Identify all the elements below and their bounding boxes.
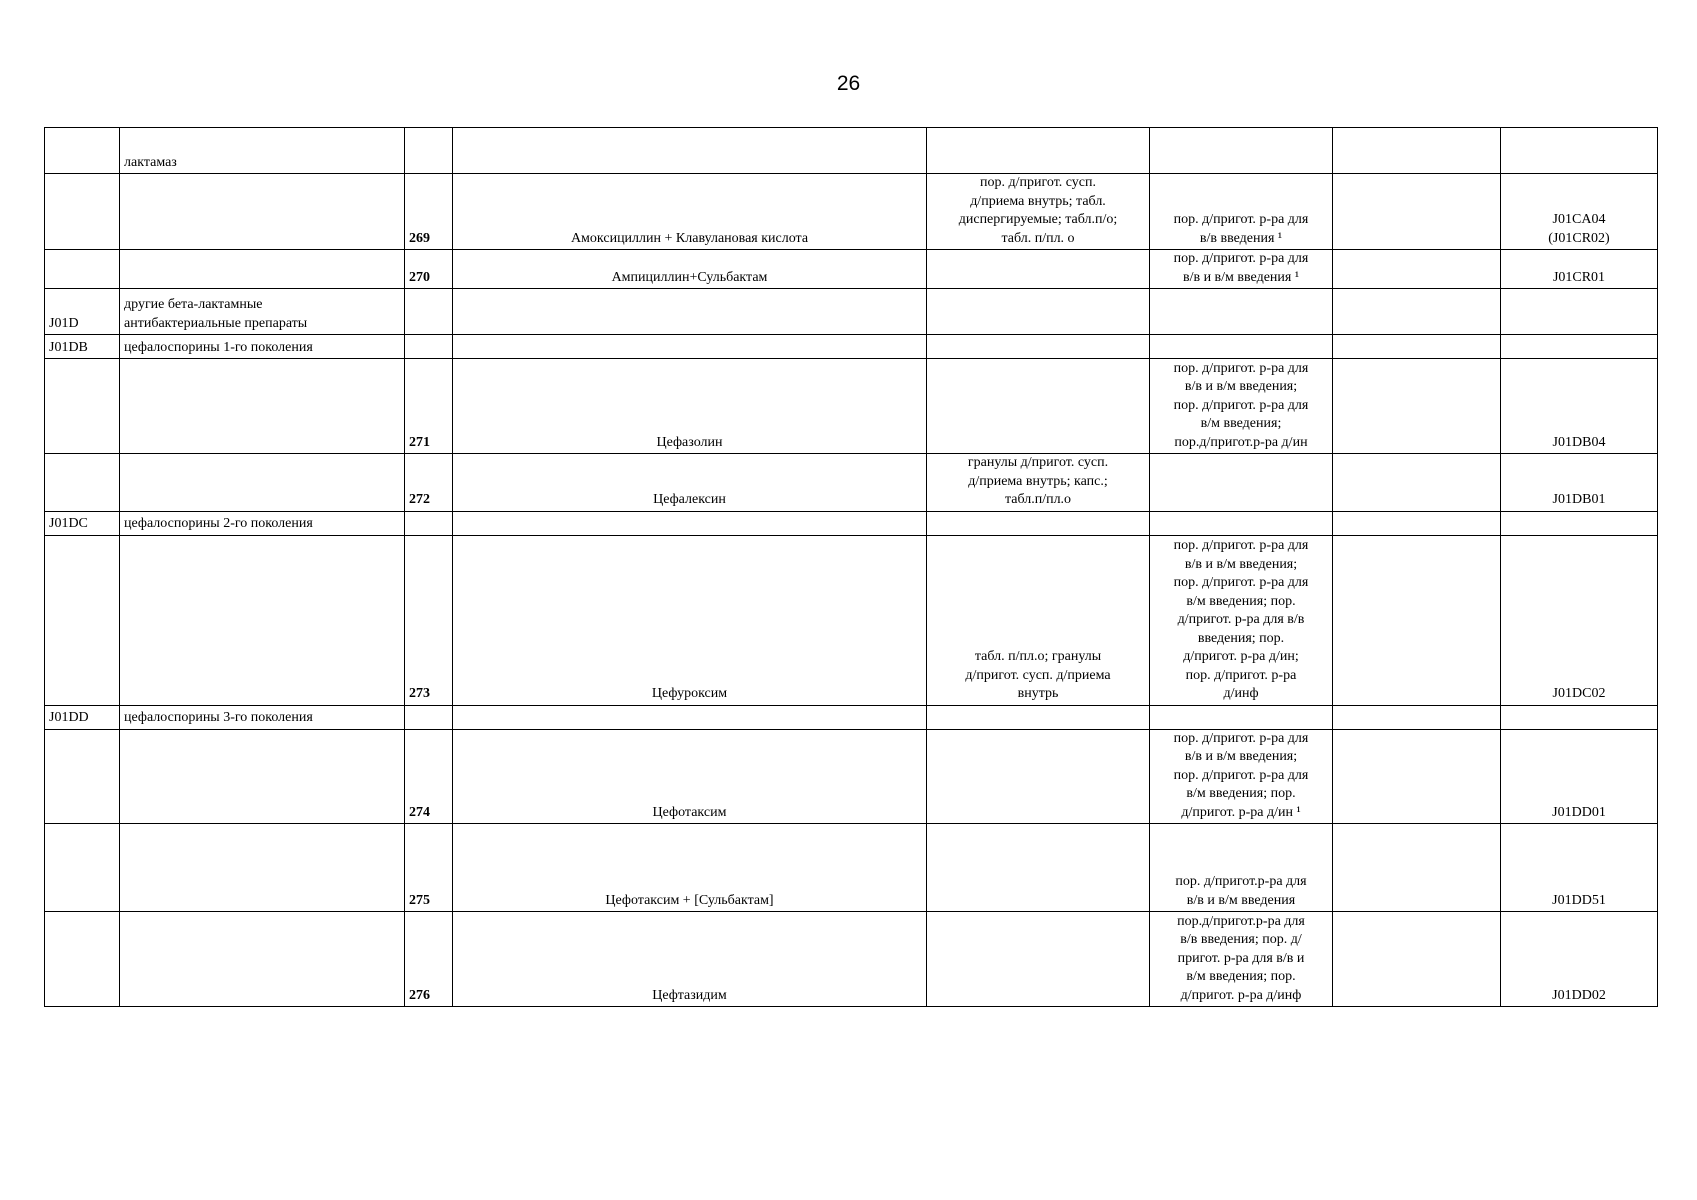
oral-dosage-form (927, 335, 1150, 359)
oral-dosage-form (927, 128, 1150, 174)
extra-column (1333, 174, 1501, 250)
item-number: 276 (405, 912, 453, 1007)
oral-dosage-form: гранулы д/пригот. сусп. д/приема внутрь; капс.; табл.п/пл.о (927, 454, 1150, 512)
drug-name: Ампициллин+Сульбактам (453, 250, 927, 289)
item-number: 270 (405, 250, 453, 289)
item-number: 274 (405, 729, 453, 824)
atc-group-code: J01DC (45, 511, 120, 535)
extra-column (1333, 359, 1501, 454)
atc-group-code: J01DB (45, 335, 120, 359)
drug-name: Цефазолин (453, 359, 927, 454)
drug-name: Цефтазидим (453, 912, 927, 1007)
injection-dosage-form (1150, 705, 1333, 729)
atc-code: J01DB01 (1501, 454, 1658, 512)
oral-dosage-form (927, 250, 1150, 289)
extra-column (1333, 535, 1501, 705)
atc-code: J01DD51 (1501, 824, 1658, 912)
extra-column (1333, 289, 1501, 335)
table-row (45, 128, 1658, 174)
atc-group-name (120, 454, 405, 512)
drug-name (453, 289, 927, 335)
table-row (45, 535, 1658, 705)
atc-group-code (45, 174, 120, 250)
extra-column (1333, 729, 1501, 824)
atc-group-code (45, 824, 120, 912)
oral-dosage-form (927, 511, 1150, 535)
atc-group-code (45, 128, 120, 174)
atc-group-name (120, 912, 405, 1007)
atc-group-name (120, 729, 405, 824)
injection-dosage-form: пор. д/пригот. р-ра для в/в и в/м введения; пор. д/пригот. р-ра для в/м введения; пор. д/пригот. р-ра для в/в введения; пор. д/пригот. р-ра д/ин; пор. д/пригот. р-ра д/инф (1150, 535, 1333, 705)
extra-column (1333, 912, 1501, 1007)
item-number (405, 511, 453, 535)
item-number (405, 335, 453, 359)
drug-name (453, 705, 927, 729)
extra-column (1333, 250, 1501, 289)
drug-name: Цефотаксим (453, 729, 927, 824)
extra-column (1333, 824, 1501, 912)
atc-group-code: J01D (45, 289, 120, 335)
atc-group-name: цефалоспорины 2-го поколения (120, 511, 405, 535)
injection-dosage-form (1150, 289, 1333, 335)
atc-group-name: цефалоспорины 1-го поколения (120, 335, 405, 359)
drug-table (44, 127, 1658, 1007)
oral-dosage-form (927, 705, 1150, 729)
table-row (45, 289, 1658, 335)
atc-code: J01DB04 (1501, 359, 1658, 454)
oral-dosage-form (927, 359, 1150, 454)
extra-column (1333, 705, 1501, 729)
atc-code: J01CR01 (1501, 250, 1658, 289)
item-number: 272 (405, 454, 453, 512)
atc-group-code (45, 729, 120, 824)
injection-dosage-form: пор. д/пригот. р-ра для в/в введения ¹ (1150, 174, 1333, 250)
table-row (45, 511, 1658, 535)
atc-group-code: J01DD (45, 705, 120, 729)
drug-name: Цефуроксим (453, 535, 927, 705)
item-number (405, 705, 453, 729)
drug-name: Цефалексин (453, 454, 927, 512)
extra-column (1333, 454, 1501, 512)
atc-code (1501, 128, 1658, 174)
atc-code (1501, 511, 1658, 535)
injection-dosage-form (1150, 511, 1333, 535)
atc-code: J01DD02 (1501, 912, 1658, 1007)
item-number: 269 (405, 174, 453, 250)
atc-group-name (120, 174, 405, 250)
atc-group-name: другие бета-лактамные антибактериальные препараты (120, 289, 405, 335)
atc-group-code (45, 912, 120, 1007)
injection-dosage-form: пор. д/пригот.р-ра для в/в и в/м введения (1150, 824, 1333, 912)
table-row (45, 729, 1658, 824)
injection-dosage-form: пор. д/пригот. р-ра для в/в и в/м введения; пор. д/пригот. р-ра для в/м введения; пор.д/пригот.р-ра д/ин (1150, 359, 1333, 454)
item-number: 273 (405, 535, 453, 705)
injection-dosage-form (1150, 128, 1333, 174)
item-number: 275 (405, 824, 453, 912)
table-row (45, 912, 1658, 1007)
drug-name (453, 511, 927, 535)
injection-dosage-form (1150, 335, 1333, 359)
item-number: 271 (405, 359, 453, 454)
table-row (45, 359, 1658, 454)
page-number: 26 (836, 72, 861, 95)
table-row (45, 705, 1658, 729)
atc-group-code (45, 535, 120, 705)
extra-column (1333, 511, 1501, 535)
atc-code: J01CA04 (J01CR02) (1501, 174, 1658, 250)
oral-dosage-form (927, 289, 1150, 335)
atc-code (1501, 289, 1658, 335)
extra-column (1333, 128, 1501, 174)
table-row (45, 174, 1658, 250)
item-number (405, 128, 453, 174)
table-row (45, 335, 1658, 359)
atc-group-name (120, 359, 405, 454)
atc-group-name (120, 535, 405, 705)
drug-name: Амоксициллин + Клавулановая кислота (453, 174, 927, 250)
table-row (45, 824, 1658, 912)
atc-code (1501, 335, 1658, 359)
atc-group-code (45, 454, 120, 512)
oral-dosage-form (927, 729, 1150, 824)
oral-dosage-form: пор. д/пригот. сусп. д/приема внутрь; табл. диспергируемые; табл.п/о; табл. п/пл. о (927, 174, 1150, 250)
table-row (45, 454, 1658, 512)
atc-group-name: лактамаз (120, 128, 405, 174)
atc-code (1501, 705, 1658, 729)
injection-dosage-form: пор. д/пригот. р-ра для в/в и в/м введения ¹ (1150, 250, 1333, 289)
atc-group-name (120, 824, 405, 912)
atc-group-name: цефалоспорины 3-го поколения (120, 705, 405, 729)
injection-dosage-form (1150, 454, 1333, 512)
atc-group-name (120, 250, 405, 289)
table-row (45, 250, 1658, 289)
item-number (405, 289, 453, 335)
atc-group-code (45, 359, 120, 454)
drug-name (453, 335, 927, 359)
atc-code: J01DD01 (1501, 729, 1658, 824)
injection-dosage-form: пор. д/пригот. р-ра для в/в и в/м введения; пор. д/пригот. р-ра для в/м введения; пор. д/пригот. р-ра д/ин ¹ (1150, 729, 1333, 824)
oral-dosage-form: табл. п/пл.о; гранулы д/пригот. сусп. д/приема внутрь (927, 535, 1150, 705)
atc-group-code (45, 250, 120, 289)
drug-name (453, 128, 927, 174)
drug-name: Цефотаксим + [Сульбактам] (453, 824, 927, 912)
extra-column (1333, 335, 1501, 359)
atc-code: J01DC02 (1501, 535, 1658, 705)
injection-dosage-form: пор.д/пригот.р-ра для в/в введения; пор. д/ пригот. р-ра для в/в и в/м введения; пор. д/пригот. р-ра д/инф (1150, 912, 1333, 1007)
oral-dosage-form (927, 824, 1150, 912)
oral-dosage-form (927, 912, 1150, 1007)
